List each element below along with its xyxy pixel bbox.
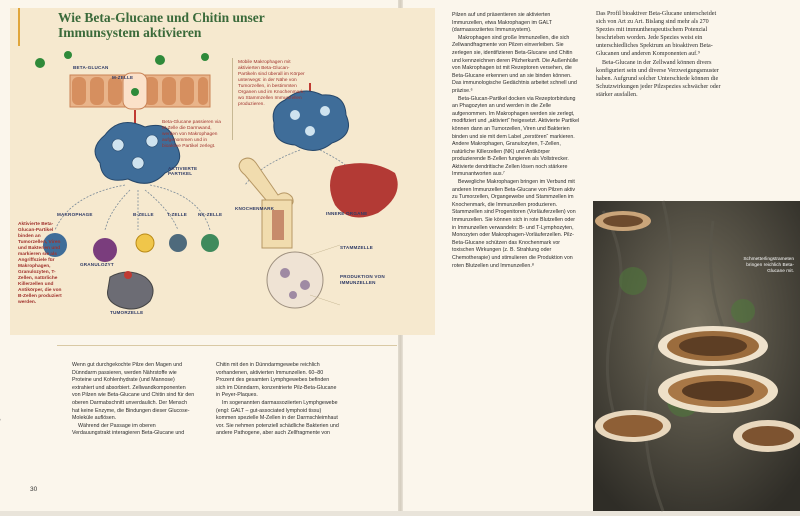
column-rule bbox=[57, 345, 397, 346]
paragraph: Beta-Glucan-Partikel docken via Rezeptorbindung an Phagozyten an und werden in die Zelle aufgenommen. Im Makrophagen werden sie zerlegt, modifiziert und „aktiviert“ freigesetzt. Aktivierte Partikel können dann an Tumorzellen, Viren und Bakterien binden und sie mit dem Label „zerstören“ markieren. Andere Makrophagen, Granulozyten, T-Zellen, natürliche Killerzellen (NK) und Antikörper produzierende B-Zellen fungieren als Vollstrecker. Aktivierte dendritische Zellen lösen noch stärkere Immunantworten aus.⁷ bbox=[452, 95, 580, 178]
label-knochenmark: KNOCHENMARK bbox=[235, 206, 275, 211]
paragraph: Im sogenannten darmassoziierten Lymphgewebe (engl: GALT – gut-associated lymphoid tissu) kommen spezielle M-Zellen in der Darmschleimhaut vor. Sie nehmen potenziell schädliche Bakterien und andere Pathogene, aber auch Zellfragmente von bbox=[216, 399, 339, 437]
note-divider bbox=[232, 58, 233, 140]
right-text-column-2 bbox=[596, 10, 722, 99]
bone-marrow-detail bbox=[267, 252, 323, 308]
title-accent-bar bbox=[18, 8, 20, 46]
paragraph: Während der Passage im oberen Verdauungstrakt interagieren Beta-Glucane und bbox=[72, 422, 185, 437]
right-text-column-1 bbox=[452, 12, 580, 270]
label-makrophage: MAKROPHAGE bbox=[57, 212, 93, 217]
label-tumorzelle: TUMORZELLE bbox=[110, 310, 144, 315]
note-mobile: Mobile Makrophagen mit aktivierten Beta-Glucan-Partikeln sind überall im Körper unterwegs: in der Nähe von Tumorzellen, in bestimmten Organen und im Knochenmark, wo Stammzellen Immunzellen produzieren. bbox=[238, 60, 305, 107]
page-title: Wie Beta-Glucane und Chitin unser Immunsystem aktivieren bbox=[58, 10, 265, 40]
paragraph: Bewegliche Makrophagen bringen im Verbund mit anderen Immunzellen Beta-Glucane von Pilzen aktiv zu Tumorzellen, Organgewebe und Stammzellen im Knochenmark, die Immunzellen produzieren. Stammzellen sind Progenitoren (Vorläuferzellen) von Immunzellen. Sie können sich in rote Blutzellen oder in Immunzellen verwandeln: B- und T-Lymphozyten, Monozyten oder Makrophagen-Vorläuferzellen. Pilz-Beta-Glucane schützen das Knochenmark vor toxischen Wirkungen (z. B. Strahlung oder Chemotherapie) und stimulieren die Produktion von roten Blutzellen und Immunzellen.⁸ bbox=[452, 179, 576, 269]
left-text-column-1 bbox=[72, 362, 195, 438]
note-activated: Aktivierte Beta-Glucan-Partikel binden an Tumorzellen, Viren und Bakterien und markieren sie als Angriffsziele für Makrophagen, Granulozyten, T-Zellen, natürliche Killerzellen und Antikörper, die von B-Zellen produziert werden. bbox=[18, 222, 62, 305]
paragraph: Das Profil bioaktiver Beta-Glucane unterscheidet sich von Art zu Art. Bislang sind mehr als 270 Spezies mit immuntherapeutischem Potenzial beschrieben worden. Jede Spezies weist ein unterschiedliches Spektrum an bioaktiven Beta-Glucanen und anderen Komponenten auf.⁹ bbox=[596, 11, 717, 58]
label-produktion: PRODUKTION VON IMMUNZELLEN bbox=[340, 274, 385, 285]
intestinal-wall bbox=[70, 73, 210, 109]
left-text-column-2 bbox=[216, 362, 339, 438]
label-stammzelle: STAMMZELLE bbox=[340, 245, 374, 250]
paragraph: Makrophagen sind große Immunzellen, die sich Zellwandfragmente von Pilzen einverleiben. Sie zerlegen sie, identifizieren Beta-Glucane und Chitin und kennzeichnen deren Pilzherkunft. Die Außenhülle von Makrophagen ist mit Rezeptoren versehen, die Beta-Glucane erkennen und an sie binden können. Das immunologische Gedächtnis arbeitet schnell und präzise.⁶ bbox=[452, 34, 579, 94]
paragraph: Beta-Glucane in der Zellwand können divers konfiguriert sein und diverse Verzweigungsmuster haben. Aufgrund solcher Unterschiede können die Schutzwirkungen jeder Pilzspezies schwächer oder stärker ausfallen. bbox=[596, 59, 721, 98]
label-beta-glucan: BETA-GLUCAN bbox=[73, 65, 109, 70]
immune-diagram bbox=[10, 45, 435, 335]
paragraph: Pilzen auf und präsentieren sie aktivierten Immunzellen, etwa Makrophagen im GALT (darmassoziiertes Immunsystem). bbox=[452, 12, 552, 34]
section-side-label bbox=[0, 418, 1, 466]
label-t-zelle: T-ZELLE bbox=[167, 212, 188, 217]
photo-caption: Schmetterlingstrameten bringen reichlich Beta-Glucane mit. bbox=[743, 257, 794, 274]
paragraph: Wenn gut durchgekochte Pilze den Magen und Dünndarm passieren, werden Nährstoffe wie Proteine und Kohlenhydrate (und Mannose) extrahiert und absorbiert. Zellwandkomponenten von Pilzen wie Beta-Glucane und Chitin sind für den oberen Darmabschnitt unverdaulich. Der Mensch hat keine Enzyme, die Bindungen dieser Glucose-Moleküle auflösen. bbox=[72, 362, 195, 422]
liver-illustration bbox=[330, 163, 398, 217]
bone-illustration bbox=[239, 158, 293, 248]
mushroom-photo bbox=[593, 201, 800, 511]
label-nk-zelle: NK-ZELLE bbox=[198, 212, 223, 217]
page-number: 30 bbox=[30, 486, 38, 493]
label-m-zelle: M-ZELLE bbox=[112, 75, 134, 80]
note-passage: Beta-Glucane passieren via M-Zelle die Darmwand, werden von Makrophagen aufgenommen und in bioaktive Partikel zerlegt. bbox=[162, 120, 221, 149]
label-aktivierte-partikel: AKTIVIERTE PARTIKEL bbox=[168, 166, 198, 176]
paragraph: Chitin mit den in Dünndarmgewebe reichlich vorhandenen, aktivierten Immunzellen. 60–80 Prozent des gesamten Lymphgewebes befinden sich im Dünndarm, konzentrierte Pilz-Beta-Glucane in Peyer-Plaques. bbox=[216, 362, 337, 399]
label-granulozyt: GRANULOZYT bbox=[80, 262, 114, 267]
label-innere-organe: INNERE ORGANE bbox=[326, 211, 368, 216]
label-b-zelle: B-ZELLE bbox=[133, 212, 154, 217]
